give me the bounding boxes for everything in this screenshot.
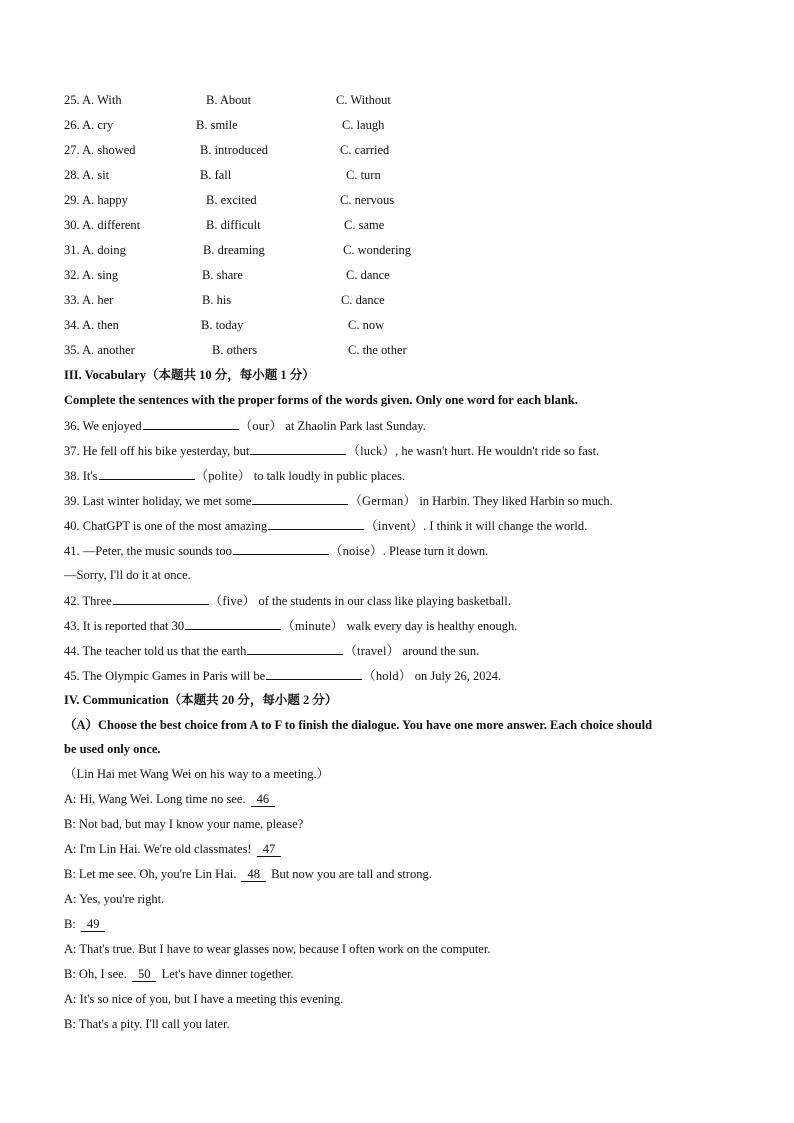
- dialogue-line: [64, 1016, 230, 1032]
- dialogue-line: [64, 866, 432, 882]
- vocab-post: on July 26, 2024.: [411, 669, 502, 683]
- dialogue-text: A: It's so nice of you, but I have a meeting this evening.: [64, 992, 344, 1006]
- dialogue-text-post: But now you are tall and strong.: [267, 867, 432, 881]
- mc-option-c: C. dance: [341, 293, 385, 307]
- mc-option-a: A. sit: [82, 168, 110, 182]
- mc-number: 33.: [64, 293, 80, 307]
- mc-option-b: B. smile: [196, 118, 238, 132]
- vocab-pre: 40. ChatGPT is one of the most amazing: [64, 519, 268, 533]
- mc-option-c: C. laugh: [342, 118, 385, 132]
- dialogue-text: B: Oh, I see.: [64, 967, 127, 981]
- vocab-post: to talk loudly in public places.: [250, 469, 406, 483]
- dialogue-line: [64, 841, 283, 857]
- mc-row: [64, 317, 385, 333]
- answer-blank[interactable]: [250, 442, 346, 455]
- mc-option-b: B. today: [201, 318, 244, 332]
- mc-row: [64, 192, 395, 208]
- vocab-item: [64, 492, 613, 509]
- dialogue-line: [64, 966, 294, 982]
- mc-option-c: C. same: [344, 218, 385, 232]
- vocab-post: , he wasn't hurt. He wouldn't ride so fast.: [395, 444, 600, 458]
- mc-option-a: A. showed: [82, 143, 136, 157]
- mc-number: 28.: [64, 168, 80, 182]
- dialogue-blank[interactable]: 48: [241, 868, 266, 882]
- dialogue-line: [64, 891, 164, 907]
- mc-option-c: C. nervous: [340, 193, 395, 207]
- mc-number: 35.: [64, 343, 80, 357]
- mc-option-a: A. another: [82, 343, 135, 357]
- vocab-pre: 38. It's: [64, 469, 98, 483]
- mc-row: [64, 242, 412, 258]
- section-heading-vocabulary: III. Vocabulary（本题共 10 分，每小题 1 分）: [64, 368, 315, 382]
- vocab-post: around the sun.: [399, 644, 480, 658]
- dialogue-line: [64, 941, 490, 957]
- dialogue-blank[interactable]: 46: [251, 793, 276, 807]
- mc-option-a: A. cry: [82, 118, 114, 132]
- mc-row: [64, 217, 385, 233]
- dialogue-text-post: Let's have dinner together.: [158, 967, 294, 981]
- dialogue-line: [64, 816, 303, 832]
- mc-number: 27.: [64, 143, 80, 157]
- dialogue-text: B: Let me see. Oh, you're Lin Hai.: [64, 867, 237, 881]
- vocab-pre: 42. Three: [64, 594, 112, 608]
- mc-option-a: A. doing: [82, 243, 126, 257]
- vocab-item: [64, 417, 426, 434]
- answer-blank[interactable]: [247, 642, 343, 655]
- vocab-hint: （invent）: [365, 519, 424, 533]
- dialogue-blank[interactable]: 50: [132, 968, 157, 982]
- answer-blank[interactable]: [185, 617, 281, 630]
- vocab-hint: （polite）: [195, 469, 251, 483]
- mc-row: [64, 292, 385, 308]
- answer-blank[interactable]: [252, 492, 348, 505]
- mc-option-b: B. dreaming: [203, 243, 265, 257]
- comm-instruction: （A）Choose the best choice from A to F to finish the dialogue. You have one more answer. Each choice should: [64, 718, 653, 732]
- mc-row: [64, 142, 390, 158]
- mc-option-b: B. difficult: [206, 218, 261, 232]
- vocab-post: . I think it will change the world.: [423, 519, 588, 533]
- dialogue-text: B: Not bad, but may I know your name, please?: [64, 817, 304, 831]
- vocab-post: of the students in our class like playing basketball.: [255, 594, 511, 608]
- mc-option-c: C. Without: [336, 93, 391, 107]
- vocab-pre: 36. We enjoyed: [64, 419, 142, 433]
- vocab-hint: （luck）: [347, 444, 396, 458]
- vocab-hint: （travel）: [344, 644, 400, 658]
- answer-blank[interactable]: [268, 517, 364, 530]
- mc-option-a: A. her: [82, 293, 114, 307]
- mc-option-c: C. now: [348, 318, 385, 332]
- vocab-post: in Harbin. They liked Harbin so much.: [416, 494, 613, 508]
- mc-option-b: B. share: [202, 268, 243, 282]
- answer-blank[interactable]: [143, 417, 239, 430]
- section-heading-communication: IV. Communication（本题共 20 分，每小题 2 分）: [64, 693, 338, 707]
- mc-row: [64, 342, 407, 358]
- vocab-instruction: Complete the sentences with the proper forms of the words given. Only one word for each blank.: [64, 393, 578, 407]
- mc-number: 34.: [64, 318, 80, 332]
- mc-number: 31.: [64, 243, 80, 257]
- mc-number: 32.: [64, 268, 80, 282]
- dialogue-text: A: That's true. But I have to wear glasses now, because I often work on the computer.: [64, 942, 491, 956]
- dialogue-line: [64, 991, 343, 1007]
- vocab-item: [64, 592, 511, 609]
- mc-option-c: C. turn: [346, 168, 381, 182]
- vocab-pre: 44. The teacher told us that the earth: [64, 644, 247, 658]
- vocab-item: [64, 467, 405, 484]
- mc-option-c: C. wondering: [343, 243, 412, 257]
- vocab-pre: 43. It is reported that 30: [64, 619, 185, 633]
- vocab-pre: 41. —Peter, the music sounds too: [64, 544, 232, 558]
- vocab-hint: （hold）: [363, 669, 412, 683]
- vocab-reply: —Sorry, I'll do it at once.: [64, 568, 191, 582]
- mc-number: 26.: [64, 118, 80, 132]
- comm-context: （Lin Hai met Wang Wei on his way to a meeting.）: [64, 767, 330, 781]
- vocab-item: [64, 617, 517, 634]
- dialogue-text: A: Hi, Wang Wei. Long time no see.: [64, 792, 246, 806]
- dialogue-text: A: I'm Lin Hai. We're old classmates!: [64, 842, 252, 856]
- mc-option-b: B. his: [202, 293, 232, 307]
- comm-instruction-cont: be used only once.: [64, 742, 161, 756]
- mc-option-b: B. introduced: [200, 143, 269, 157]
- vocab-item: [64, 542, 488, 559]
- mc-option-a: A. different: [82, 218, 141, 232]
- dialogue-blank[interactable]: 47: [257, 843, 282, 857]
- vocab-post: walk every day is healthy enough.: [343, 619, 518, 633]
- mc-option-a: A. sing: [82, 268, 119, 282]
- mc-row: [64, 167, 381, 183]
- mc-option-c: C. dance: [346, 268, 390, 282]
- mc-option-a: A. then: [82, 318, 119, 332]
- dialogue-line: [64, 916, 107, 932]
- vocab-hint: （noise）: [329, 544, 383, 558]
- mc-row: [64, 117, 385, 133]
- answer-blank[interactable]: [266, 667, 362, 680]
- mc-option-c: C. carried: [340, 143, 390, 157]
- vocab-item: [64, 667, 501, 684]
- dialogue-text: B:: [64, 917, 76, 931]
- mc-number: 25.: [64, 93, 80, 107]
- answer-blank[interactable]: [113, 592, 209, 605]
- mc-option-a: A. With: [82, 93, 122, 107]
- vocab-hint: （minute）: [282, 619, 344, 633]
- vocab-pre: 37. He fell off his bike yesterday, but: [64, 444, 250, 458]
- mc-number: 29.: [64, 193, 80, 207]
- mc-row: [64, 267, 390, 283]
- vocab-hint: （our）: [239, 419, 283, 433]
- dialogue-text: A: Yes, you're right.: [64, 892, 165, 906]
- vocab-item: [64, 517, 587, 534]
- mc-option-b: B. excited: [206, 193, 257, 207]
- vocab-item: [64, 642, 479, 659]
- mc-option-b: B. About: [206, 93, 252, 107]
- vocab-post: at Zhaolin Park last Sunday.: [282, 419, 426, 433]
- dialogue-blank[interactable]: 49: [81, 918, 106, 932]
- mc-number: 30.: [64, 218, 80, 232]
- dialogue-text: B: That's a pity. I'll call you later.: [64, 1017, 230, 1031]
- mc-option-c: C. the other: [348, 343, 407, 357]
- vocab-pre: 39. Last winter holiday, we met some: [64, 494, 252, 508]
- mc-option-b: B. fall: [200, 168, 232, 182]
- vocab-item: [64, 442, 599, 459]
- vocab-hint: （five）: [209, 594, 256, 608]
- answer-blank[interactable]: [99, 467, 195, 480]
- mc-option-b: B. others: [212, 343, 258, 357]
- vocab-post: . Please turn it down.: [382, 544, 489, 558]
- mc-option-a: A. happy: [82, 193, 128, 207]
- vocab-pre: 45. The Olympic Games in Paris will be: [64, 669, 266, 683]
- answer-blank[interactable]: [233, 542, 329, 555]
- dialogue-line: [64, 791, 277, 807]
- vocab-hint: （German）: [349, 494, 417, 508]
- mc-row: [64, 92, 391, 108]
